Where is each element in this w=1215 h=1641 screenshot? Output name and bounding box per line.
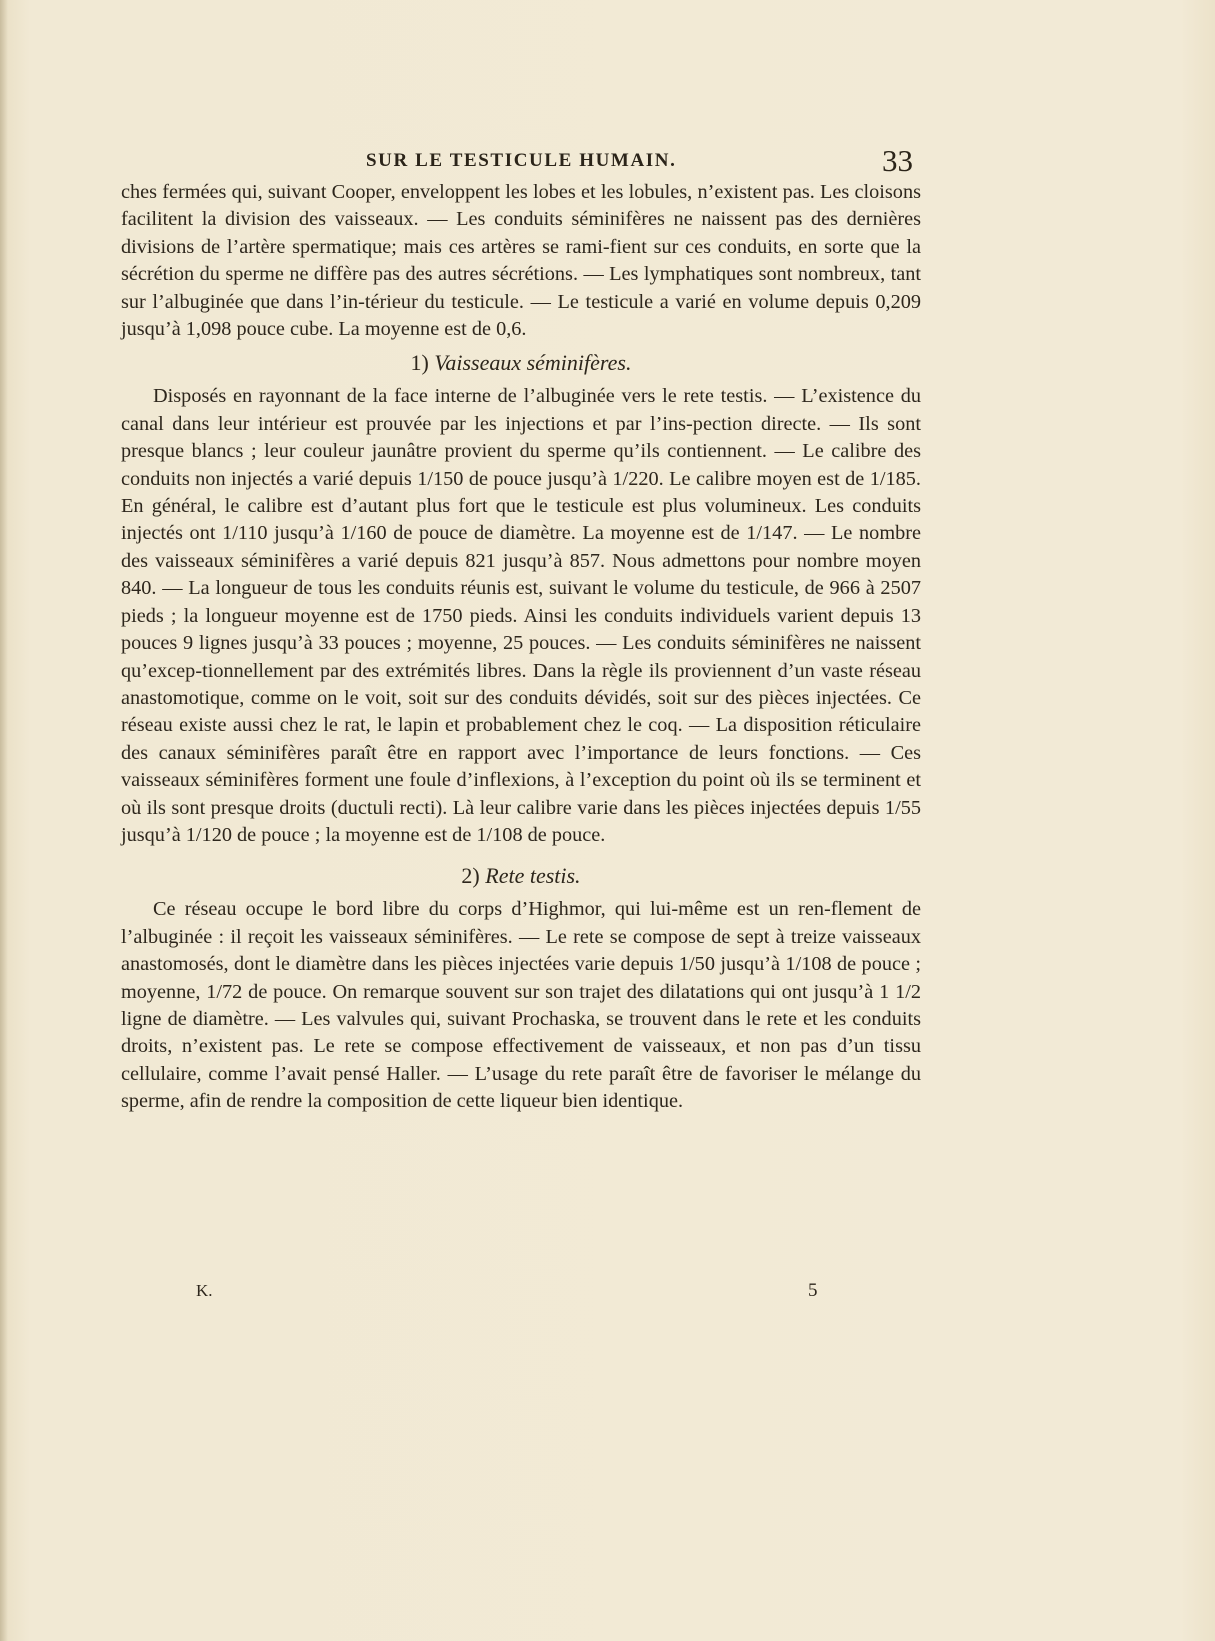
sheet-number: 5: [808, 1280, 818, 1301]
section-2-title: Rete testis.: [485, 863, 581, 889]
paragraph-1: ches fermées qui, suivant Cooper, enveloppent les lobes et les lobules, n’existent pas. Les cloisons facilitent la division des vaisseaux. — Les conduits séminifères ne naissent pas des dernières divisions de l’artère spermatique; mais ces artères se rami-fient sur ces conduits, en sorte que la sécrétion du sperme ne diffère pas des autres sécrétions. — Les lymphatiques sont nombreux, tant sur l’albuginée que dans l’in-térieur du testicule. — Le testicule a varié en volume depuis 0,209 jusqu’à 1,098 pouce cube. La moyenne est de 0,6.: [121, 181, 921, 341]
section-1-number: 1): [410, 350, 429, 376]
section-heading-2: [121, 862, 921, 889]
text-block: [121, 179, 921, 1116]
gutter-shadow: [0, 0, 8, 1641]
section-1-title: Vaisseaux séminifères.: [434, 350, 632, 376]
paragraph-2: Disposés en rayonnant de la face interne de l’albuginée vers le rete testis. — L’existence du canal dans leur intérieur est prouvée par les injections et par l’ins-pection directe. — Ils sont presque blancs ; leur couleur jaunâtre provient du sperme qu’ils contiennent. — Le calibre des conduits non injectés a varié depuis 1/150 de pouce jusqu’à 1/220. Le calibre moyen est de 1/185. En général, le calibre est d’autant plus fort que le testicule est plus volumineux. Les conduits injectés ont 1/110 jusqu’à 1/160 de pouce de diamètre. La moyenne est de 1/147. — Le nombre des vaisseaux séminifères a varié depuis 821 jusqu’à 857. Nous admettons pour nombre moyen 840. — La longueur de tous les conduits réunis est, suivant le volume du testicule, de 966 à 2507 pieds ; la longueur moyenne est de 1750 pieds. Ainsi les conduits individuels varient depuis 13 pouces 9 lignes jusqu’à 33 pouces ; moyenne, 25 pouces. — Les conduits séminifères ne naissent qu’excep-tionnellement par des extrémités libres. Dans la règle ils proviennent d’un vaste réseau anastomotique, comme on le voit, soit sur des conduits dévidés, soit sur des pièces injectées. Ce réseau existe aussi chez le rat, le lapin et probablement chez le coq. — La disposition réticulaire des canaux séminifères paraît être en rapport avec l’importance de leurs fonctions. — Ces vaisseaux séminifères forment une foule d’inflexions, à l’exception du point où ils se terminent et où ils sont presque droits (ductuli recti). Là leur calibre varie dans les pièces injectées depuis 1/55 jusqu’à 1/120 de pouce ; la moyenne est de 1/108 de pouce.: [121, 385, 921, 846]
section-heading-1: [121, 349, 921, 376]
signature-mark: K.: [196, 1281, 213, 1300]
running-title: SUR LE TESTICULE HUMAIN.: [366, 150, 677, 171]
page-number: 33: [882, 143, 913, 178]
section-2-number: 2): [461, 863, 480, 889]
paragraph-3: Ce réseau occupe le bord libre du corps d’Highmor, qui lui-même est un ren-flement de l’albuginée : il reçoit les vaisseaux séminifères. — Le rete se compose de sept à treize vaisseaux anastomosés, dont le diamètre dans les pièces injectées varie depuis 1/50 jusqu’à 1/108 de pouce ; moyenne, 1/72 de pouce. On remarque souvent sur son trajet des dilatations qui ont jusqu’à 1 1/2 ligne de diamètre. — Les valvules qui, suivant Prochaska, se trouvent dans le rete et les conduits droits, n’existent pas. Le rete se compose effectivement de vaisseaux, et non pas d’un tissu cellulaire, comme l’avait pensé Haller. — L’usage du rete paraît être de favoriser le mélange du sperme, afin de rendre la composition de cette liqueur bien identique.: [121, 898, 921, 1113]
running-head: [0, 143, 1215, 178]
